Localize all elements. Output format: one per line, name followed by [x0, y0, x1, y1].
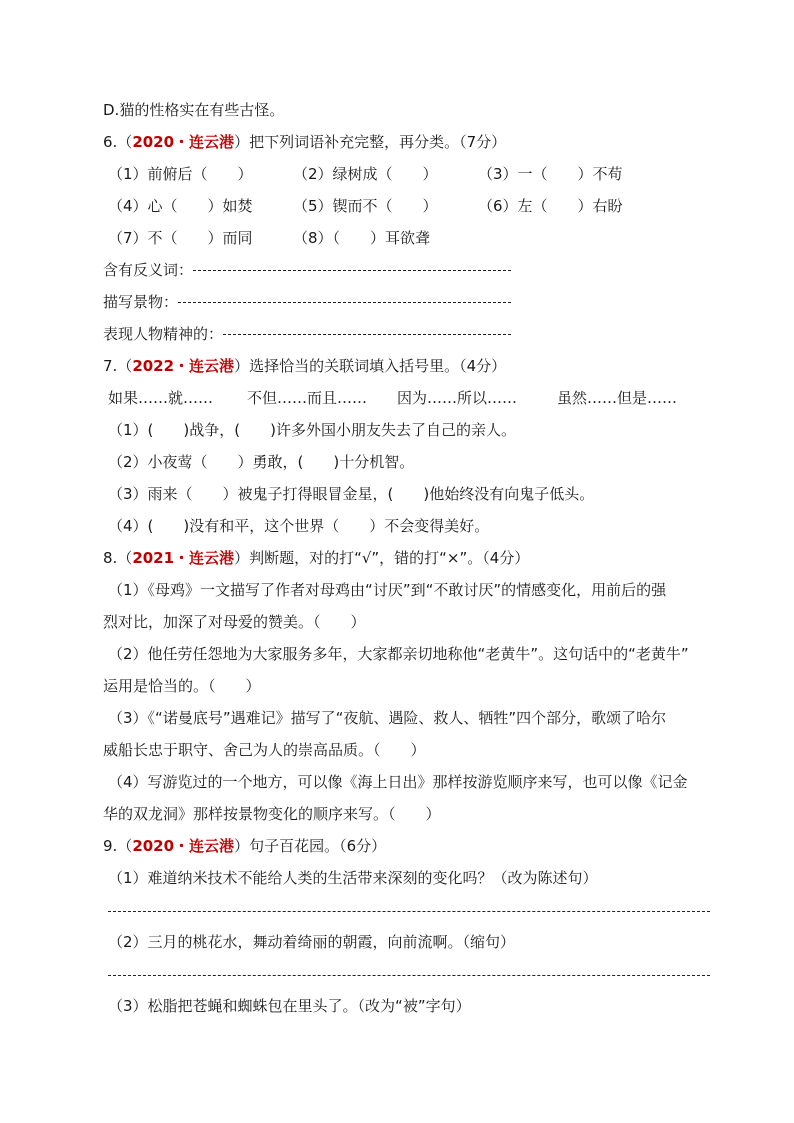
answer-line[interactable] — [108, 975, 710, 976]
q8-source: 2021・连云港 — [132, 549, 235, 567]
q8-item-3-line-1: （3）《“诺曼底号”遇难记》描写了“夜航、遇险、救人、牺牲”四个部分，歌颂了哈尔 — [108, 709, 667, 727]
q6-item-4: （4）心（ ）如焚 — [108, 197, 253, 215]
q6-category-label: 表现人物精神的： — [103, 325, 224, 343]
q6-item-2: （2）绿树成（ ） — [293, 165, 438, 183]
q6-source: 2020・连云港 — [132, 133, 235, 151]
q8-heading — [103, 547, 529, 569]
q9-source: 2020・连云港 — [132, 837, 235, 855]
q6-item-7: （7）不（ ）而同 — [108, 229, 253, 247]
q7-title: ）选择恰当的关联词填入括号里。（4分） — [234, 357, 507, 375]
answer-line[interactable] — [223, 334, 511, 335]
q7-item-4: （4）( )没有和平，这个世界（ ）不会变得美好。 — [108, 517, 490, 535]
q7-number: 7.（ — [103, 357, 133, 375]
q7-item-2: （2）小夜莺（ ）勇敢，( )十分机智。 — [108, 453, 415, 471]
q7-option-4: 虽然……但是…… — [557, 389, 678, 407]
q7-source: 2022・连云港 — [132, 357, 235, 375]
q6-title: ）把下列词语补充完整，再分类。（7分） — [234, 133, 507, 151]
q6-item-5: （5）锲而不（ ） — [293, 197, 438, 215]
q6-category-antonym — [103, 259, 511, 281]
answer-line[interactable] — [108, 911, 710, 912]
answer-line[interactable] — [193, 270, 511, 271]
q6-item-6: （6）左（ ）右盼 — [478, 197, 623, 215]
q6-heading — [103, 131, 506, 153]
q7-item-3: （3）雨来（ ）被鬼子打得眼冒金星，( )他始终没有向鬼子低头。 — [108, 485, 595, 503]
q8-item-2-line-1: （2）他任劳任怨地为大家服务多年，大家都亲切地称他“老黄牛”。这句话中的“老黄牛” — [108, 645, 689, 663]
q6-item-8: （8）（ ）耳欲聋 — [293, 229, 431, 247]
q6-item-3: （3）一（ ）不苟 — [478, 165, 623, 183]
q9-item-2: （2）三月的桃花水，舞动着绮丽的朝霞，向前流啊。（缩句） — [108, 933, 516, 951]
q7-heading — [103, 355, 506, 377]
q7-option-3: 因为……所以…… — [397, 389, 518, 407]
q9-title: ）句子百花园。（6分） — [234, 837, 387, 855]
q6-category-spirit — [103, 323, 511, 345]
q6-item-1: （1）前俯后（ ） — [108, 165, 253, 183]
q6-category-scenery — [103, 291, 511, 313]
q5-option-d: D.猫的性格实在有些古怪。 — [103, 101, 285, 119]
q7-option-1: 如果……就…… — [108, 389, 214, 407]
q6-number: 6.（ — [103, 133, 133, 151]
q7-item-1: （1）( )战争，( )许多外国小朋友失去了自己的亲人。 — [108, 421, 516, 439]
q9-heading — [103, 835, 386, 857]
q6-category-label: 含有反义词： — [103, 261, 194, 279]
q6-category-label: 描写景物： — [103, 293, 179, 311]
q8-item-1-line-1: （1）《母鸡》一文描写了作者对母鸡由“讨厌”到“不敢讨厌”的情感变化，用前后的强 — [108, 581, 667, 599]
q9-item-1: （1）难道纳米技术不能给人类的生活带来深刻的变化吗？（改为陈述句） — [108, 869, 598, 887]
q8-number: 8.（ — [103, 549, 133, 567]
q8-item-4-line-2: 华的双龙洞》那样按景物变化的顺序来写。（ ） — [103, 805, 441, 823]
q7-option-2: 不但……而且…… — [247, 389, 368, 407]
answer-line[interactable] — [178, 302, 511, 303]
q9-item-3: （3）松脂把苍蝇和蜘蛛包在里头了。（改为“被”字句） — [108, 997, 471, 1015]
q9-number: 9.（ — [103, 837, 133, 855]
q8-item-1-line-2: 烈对比，加深了对母爱的赞美。（ ） — [103, 613, 366, 631]
q8-item-4-line-1: （4）写游览过的一个地方，可以像《海上日出》那样按游览顺序来写，也可以像《记金 — [108, 773, 688, 791]
q8-item-2-line-2: 运用是恰当的。（ ） — [103, 677, 261, 695]
q8-title: ）判断题，对的打“√”，错的打“×”。（4分） — [234, 549, 530, 567]
q8-item-3-line-2: 威船长忠于职守、舍己为人的崇高品质。（ ） — [103, 741, 426, 759]
